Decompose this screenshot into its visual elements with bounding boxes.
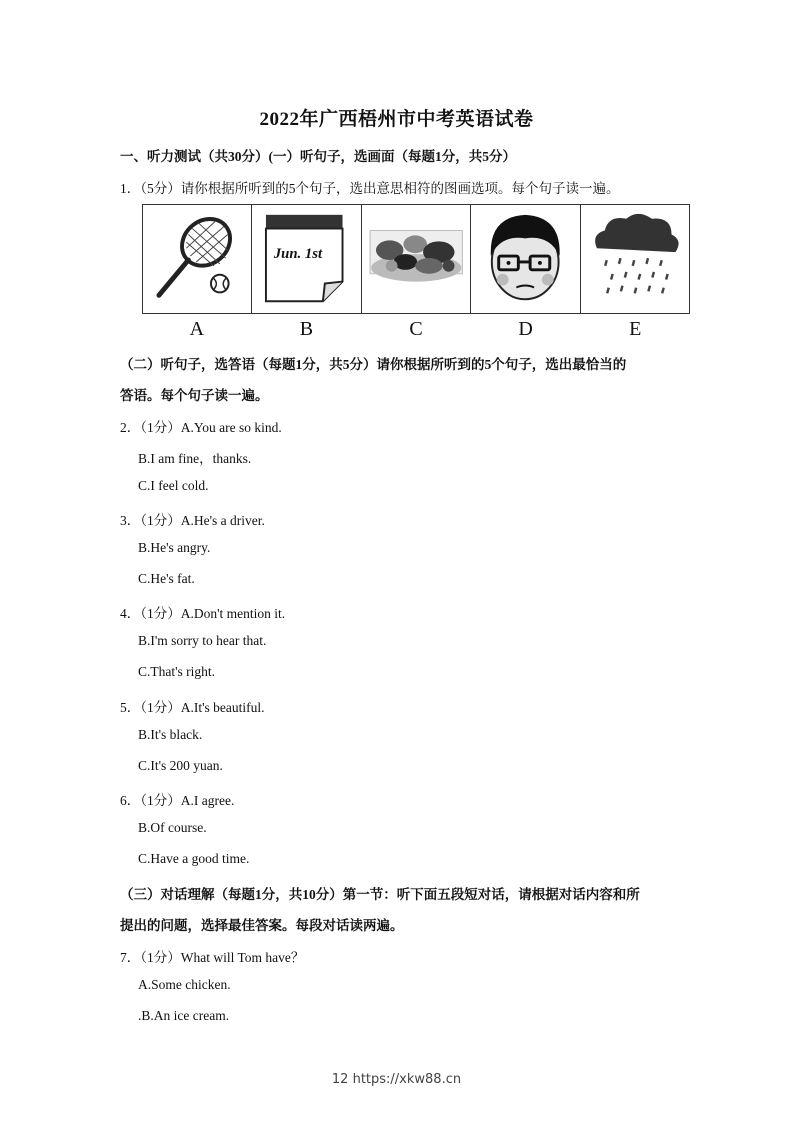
question-3-option-b: B.He's angry.: [138, 540, 211, 555]
question-5-option-b: B.It's black.: [138, 727, 203, 742]
question-2-option-b: B.I am fine，thanks.: [138, 451, 252, 466]
question-3-option-c: C.He's fat.: [138, 571, 195, 586]
question-7: 7．（1分）What will Tom have？: [120, 950, 305, 965]
section1-header: 一、听力测试（共30分）(一）听句子，选画面（每题1分，共5分）: [120, 149, 516, 164]
letter-c: C: [409, 318, 423, 340]
letter-d: D: [518, 318, 533, 340]
question-6-option-c: C.Have a good time.: [138, 851, 250, 866]
question-7-option-b: .B.An ice cream.: [138, 1008, 230, 1023]
calendar-date: Jun. 1st: [274, 246, 323, 263]
picture-letters: [142, 318, 690, 341]
question-6: 6．（1分）A.I agree.: [120, 793, 235, 808]
question-4-option-c: C.That's right.: [138, 664, 216, 679]
picture-c: [362, 205, 471, 313]
calendar-icon: [252, 205, 360, 313]
section2-header-line2: 答语。每个句子读一遍。: [120, 388, 269, 403]
question-6-option-b: B.Of course.: [138, 820, 207, 835]
question-5: 5．（1分）A.It's beautiful.: [120, 700, 265, 715]
boy-with-glasses-icon: [471, 205, 579, 313]
letter-b: B: [299, 318, 314, 340]
rain-cloud-icon: [581, 205, 689, 313]
section3-header-line2: 提出的问题，选择最佳答案。每段对话读两遍。: [120, 918, 404, 933]
question-4-option-b: B.I'm sorry to hear that.: [138, 633, 267, 648]
page-footer: 12 https://xkw88.cn: [331, 1072, 462, 1087]
question-5-option-c: C.It's 200 yuan.: [138, 758, 223, 773]
section3-header-line1: （三）对话理解（每题1分，共10分）第一节：听下面五段短对话，请根据对话内容和所: [120, 887, 640, 902]
question-1: 1．（5分）请你根据所听到的5个句子，选出意思相符的图画选项。每个句子读一遍。: [120, 181, 620, 196]
letter-e: E: [629, 318, 642, 340]
food-plate-icon: [362, 205, 470, 313]
tennis-racket-icon: [143, 205, 251, 313]
page-title: 2022年广西梧州市中考英语试卷: [259, 109, 534, 130]
question-3: 3．（1分）A.He's a driver.: [120, 513, 265, 528]
question-4: 4．（1分）A.Don't mention it.: [120, 606, 286, 621]
section2-header-line1: （二）听句子，选答语（每题1分，共5分）请你根据所听到的5个句子，选出最恰当的: [120, 357, 627, 372]
question-2-option-c: C.I feel cold.: [138, 478, 209, 493]
question-2: 2．（1分）A.You are so kind.: [120, 420, 282, 435]
picture-b: [252, 205, 361, 313]
picture-d: [471, 205, 580, 313]
question-7-option-a: A.Some chicken.: [138, 977, 231, 992]
letter-a: A: [189, 318, 205, 340]
picture-a: [143, 205, 252, 313]
picture-e: [581, 205, 689, 313]
picture-options: [142, 204, 690, 314]
